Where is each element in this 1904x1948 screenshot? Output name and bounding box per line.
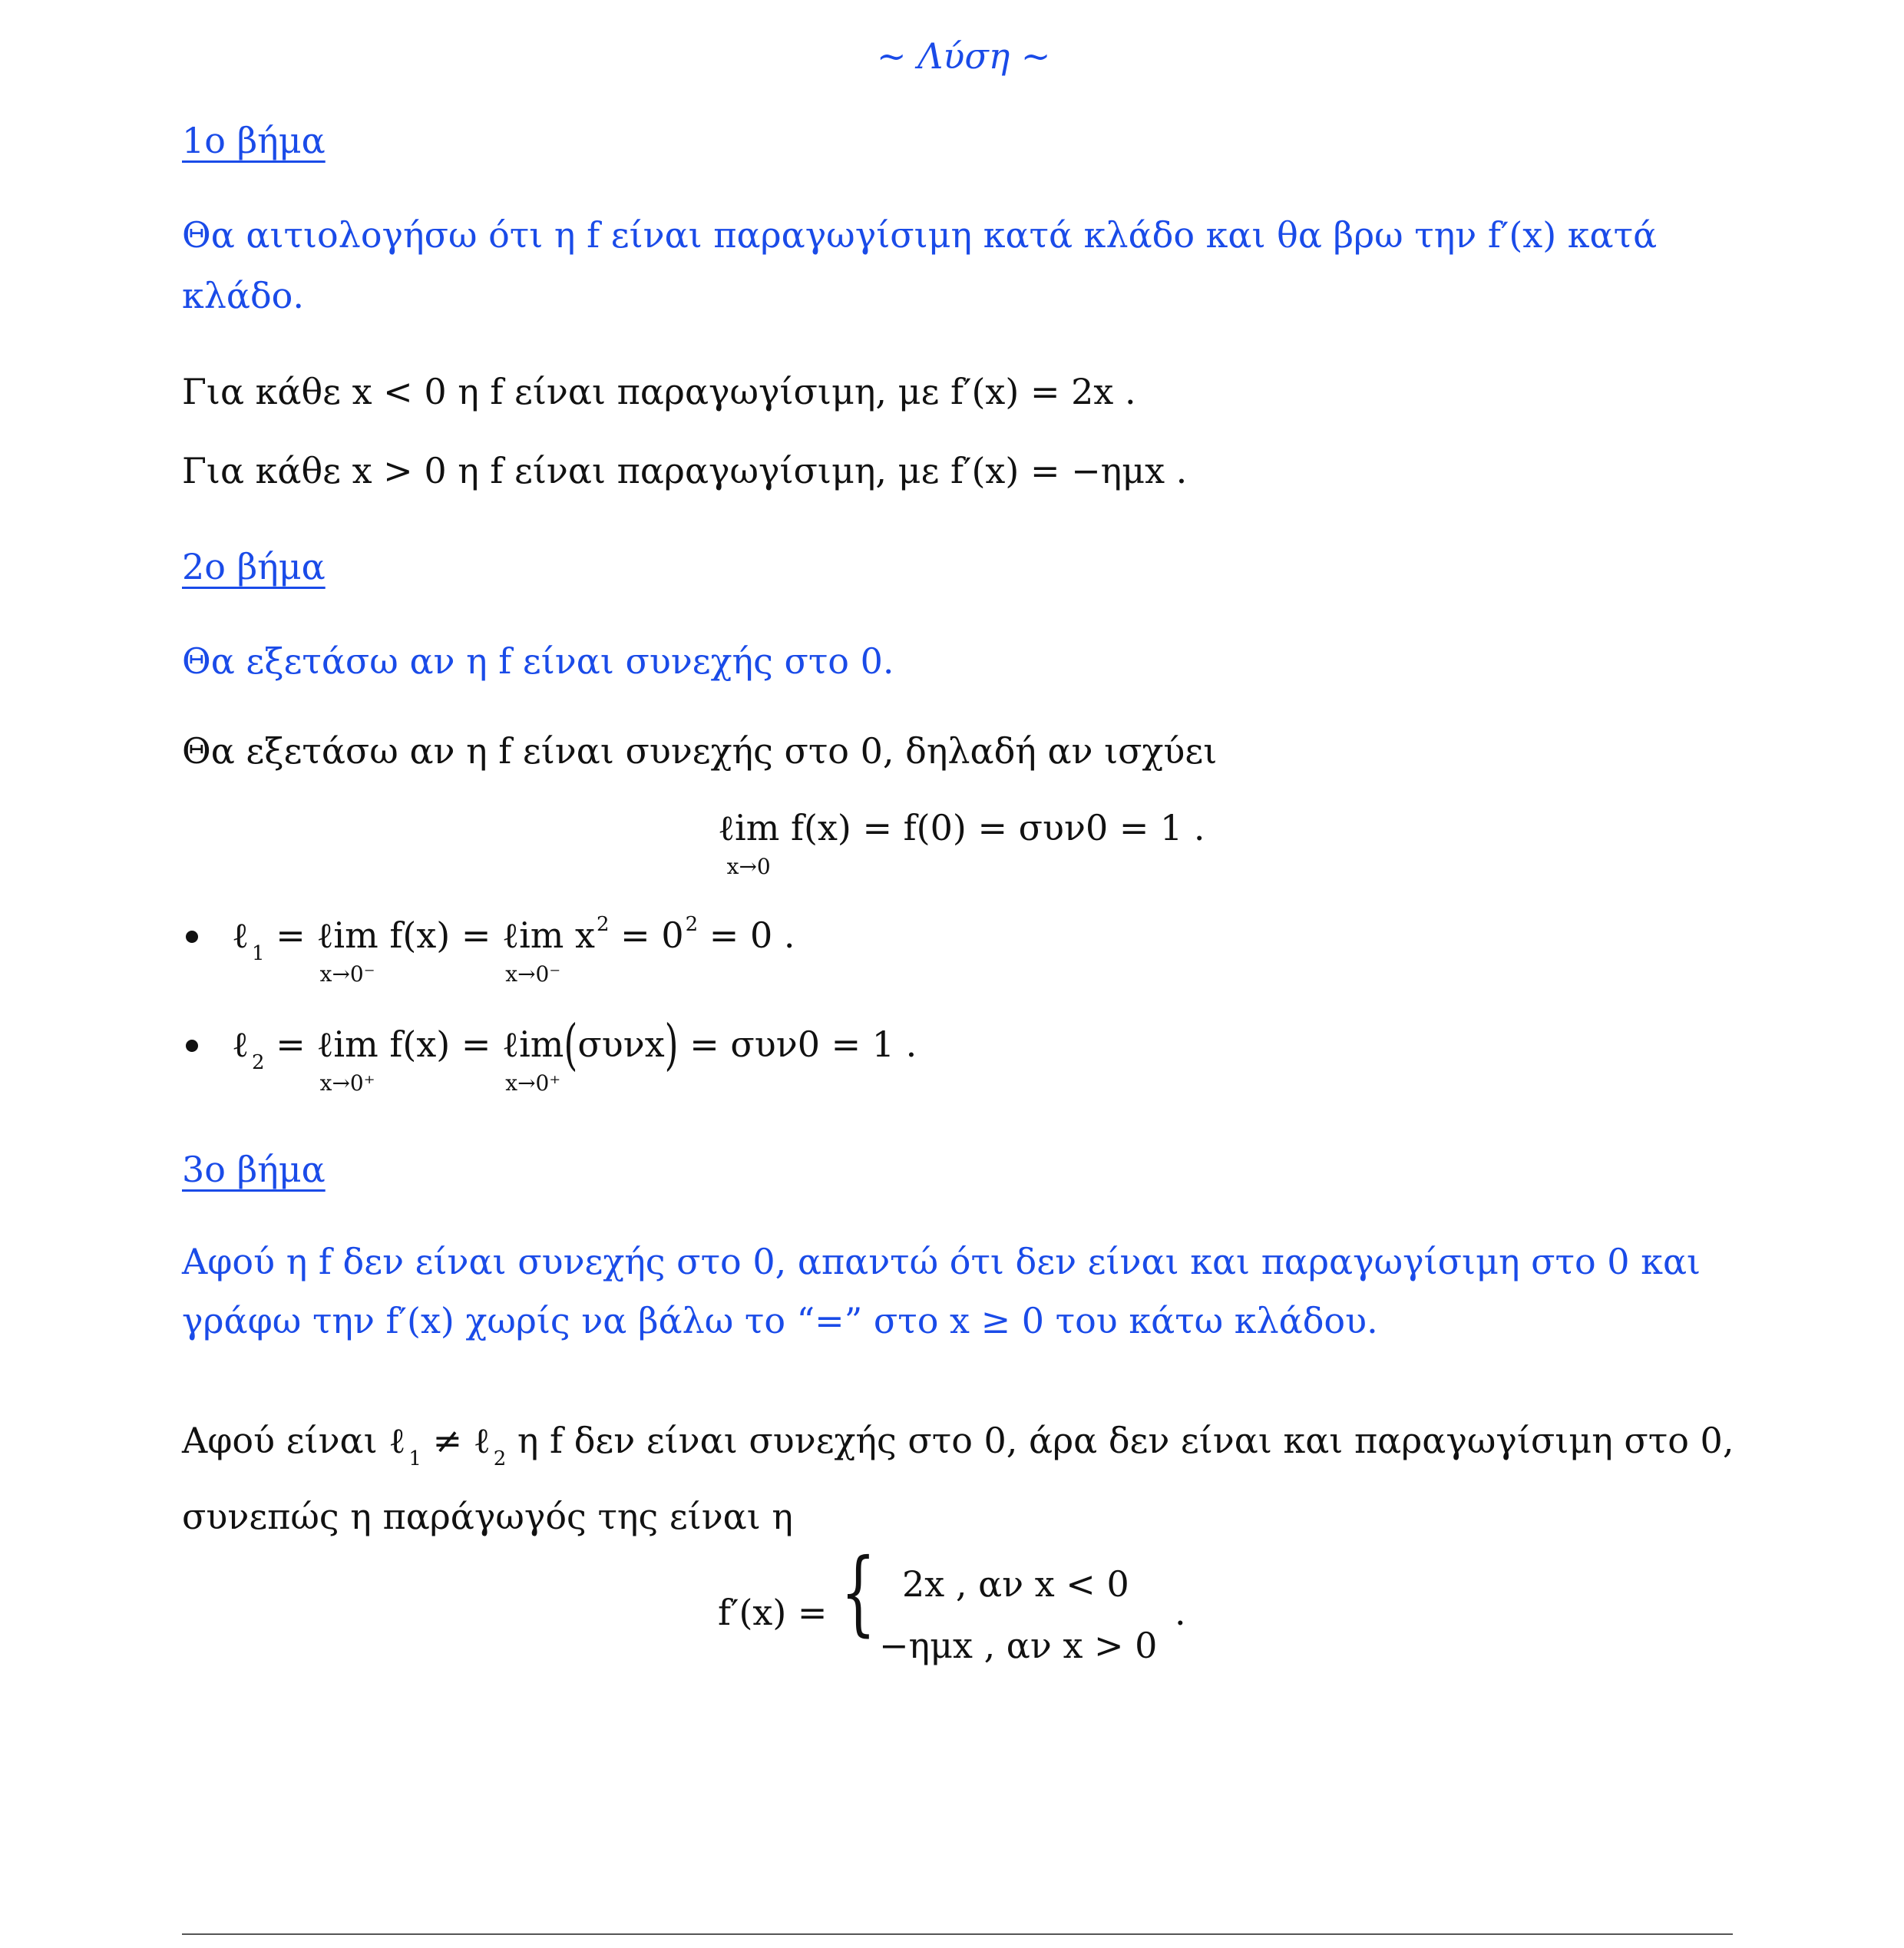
step-1-heading: 1ο βήμα: [182, 120, 326, 161]
ell-2: ℓ: [232, 1024, 250, 1065]
limit-operator: [718, 807, 780, 879]
ell-1: ℓ: [388, 1420, 406, 1461]
limit-label: ℓim: [502, 1024, 564, 1065]
tail-term: = 0: [620, 914, 684, 956]
footer-divider: [182, 1933, 1733, 1935]
piecewise-lhs: f′(x) =: [718, 1592, 828, 1633]
not-equal-sign: ≠: [432, 1420, 463, 1461]
equals-sign: =: [276, 914, 306, 956]
left-limit-equation: [232, 913, 795, 987]
limit-label: ℓim: [316, 914, 378, 956]
step-2-goal: Θα εξετάσω αν η f είναι συνεχής στο 0.: [182, 640, 894, 682]
limit-operator: [316, 1024, 378, 1096]
limit-operator-2: [502, 914, 564, 987]
limit-subscript: x→0⁺: [505, 1070, 561, 1096]
conclusion-line-1: [182, 1420, 1734, 1470]
step-2-heading: 2ο βήμα: [182, 546, 326, 587]
x-term: x: [575, 914, 595, 956]
right-limit-equation: [232, 1012, 917, 1096]
step-3-heading: 3ο βήμα: [182, 1149, 326, 1190]
step-1-goal-line-2: κλάδο.: [182, 275, 304, 316]
cos-term: συνx: [577, 1024, 665, 1065]
limit-label: ℓim: [316, 1024, 378, 1065]
x-exponent: 2: [597, 913, 610, 936]
step-1-goal-line-1: Θα αιτιολογήσω ότι η f είναι παραγωγίσιμη κατά κλάδο και θα βρω την f′(x) κατά: [182, 214, 1658, 256]
piecewise-row-2: −ημx , αν x > 0: [879, 1625, 1158, 1666]
step-2-intro: Θα εξετάσω αν η f είναι συνεχής στο 0, δηλαδή αν ισχύει: [182, 730, 1218, 772]
ell-1: ℓ: [232, 914, 250, 956]
limit-operator-2: [502, 1024, 564, 1096]
bullet-1: [186, 931, 198, 943]
limit-label: ℓim: [502, 914, 564, 956]
limit-subscript: x→0⁺: [319, 1070, 375, 1096]
step-1-derivative-left: Για κάθε x < 0 η f είναι παραγωγίσιμη, με f′(x) = 2x .: [182, 371, 1136, 412]
bullet-2: [186, 1040, 198, 1052]
step-1-derivative-right: Για κάθε x > 0 η f είναι παραγωγίσιμη, με f′(x) = −ημx .: [182, 450, 1188, 491]
step-3-goal-line-2: γράφω την f′(x) χωρίς να βάλω το “=” στο x ≥ 0 του κάτω κλάδου.: [182, 1300, 1378, 1341]
step-3-goal-line-1: Αφού η f δεν είναι συνεχής στο 0, απαντώ ότι δεν είναι και παραγωγίσιμη στο 0 και: [182, 1241, 1701, 1282]
ell-2-subscript: 2: [252, 1051, 265, 1074]
equals-sign: =: [276, 1024, 306, 1065]
piecewise-row-1: 2x , αν x < 0: [902, 1563, 1129, 1605]
limit-operator: [316, 914, 378, 987]
fx-term: f(x) =: [389, 1024, 491, 1065]
ell-1-subscript: 1: [252, 942, 265, 965]
continuity-equation-rest: f(x) = f(0) = συν0 = 1 .: [791, 807, 1205, 848]
limit-subscript: x→0⁻: [319, 961, 375, 987]
open-paren: (: [564, 1012, 578, 1077]
tail-result: = συν0 = 1 .: [689, 1024, 917, 1065]
ell-2: ℓ: [473, 1420, 491, 1461]
continuity-equation: [718, 807, 1205, 879]
conclusion-rest: η f δεν είναι συνεχής στο 0, άρα δεν είναι και παραγωγίσιμη στο 0,: [517, 1420, 1734, 1461]
limit-label: ℓim: [718, 807, 780, 848]
left-brace: {: [841, 1540, 876, 1646]
piecewise-end: .: [1175, 1592, 1186, 1633]
ell-1-subscript: 1: [408, 1447, 421, 1470]
conclusion-start: Αφού είναι: [182, 1420, 378, 1461]
ell-2-subscript: 2: [493, 1447, 507, 1470]
conclusion-line-2: συνεπώς η παράγωγός της είναι η: [182, 1496, 793, 1537]
fx-term: f(x) =: [389, 914, 491, 956]
zero-exponent: 2: [685, 913, 699, 936]
page-title: ~ Λύση ~: [877, 35, 1051, 77]
limit-subscript: x→0⁻: [505, 961, 561, 987]
limit-subscript: x→0: [726, 854, 771, 879]
close-paren: ): [664, 1012, 679, 1077]
tail-result: = 0 .: [709, 914, 795, 956]
